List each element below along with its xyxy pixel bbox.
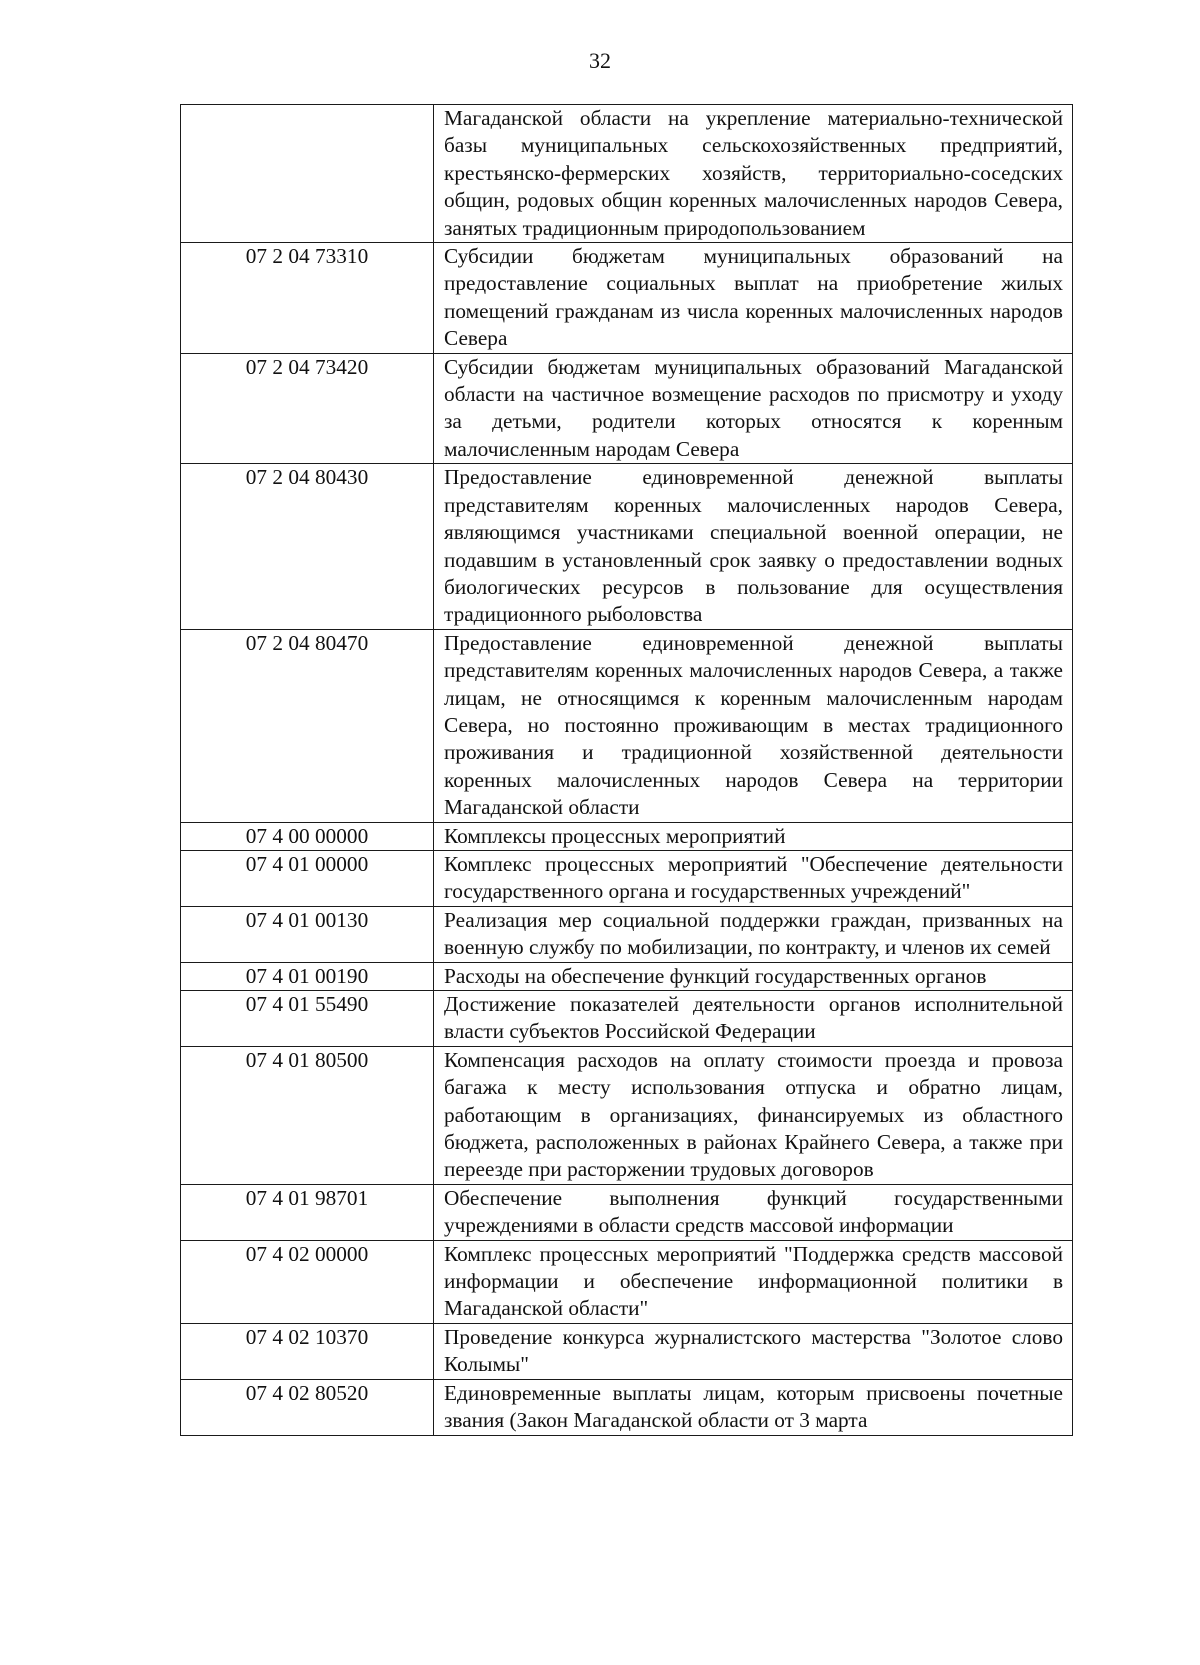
table-row [181,991,1073,1047]
row-code: 07 2 04 73420 [181,353,434,464]
row-description: Реализация мер социальной поддержки граждан, призванных на военную службу по мобилизации, по контракту, и членов их семей [434,906,1073,962]
table-row [181,105,1073,243]
table-row [181,353,1073,464]
row-code [181,105,434,243]
table-row [181,1379,1073,1435]
row-description: Обеспечение выполнения функций государственными учреждениями в области средств массовой информации [434,1184,1073,1240]
table-row [181,243,1073,354]
row-code: 07 4 00 00000 [181,822,434,850]
row-description: Комплексы процессных мероприятий [434,822,1073,850]
table-row [181,822,1073,850]
row-description: Компенсация расходов на оплату стоимости проезда и провоза багажа к месту использования отпуска и обратно лицам, работающим в организациях, финансируемых из областного бюджета, расположенных в районах Крайнего Севера, а также при переезде при расторжении трудовых договоров [434,1046,1073,1184]
row-code: 07 4 01 00000 [181,850,434,906]
table-row [181,1046,1073,1184]
row-code: 07 4 02 10370 [181,1323,434,1379]
row-code: 07 2 04 80430 [181,464,434,629]
table-row [181,629,1073,822]
row-description: Единовременные выплаты лицам, которым присвоены почетные звания (Закон Магаданской области от 3 марта [434,1379,1073,1435]
row-code: 07 2 04 80470 [181,629,434,822]
row-code: 07 4 02 00000 [181,1240,434,1323]
table-row [181,962,1073,990]
table-row [181,1323,1073,1379]
budget-classification-table [180,104,1073,1436]
table-row [181,1240,1073,1323]
table-row [181,850,1073,906]
table-row [181,464,1073,629]
row-code: 07 4 01 98701 [181,1184,434,1240]
row-code: 07 2 04 73310 [181,243,434,354]
row-description: Субсидии бюджетам муниципальных образований Магаданской области на частичное возмещение расходов по присмотру и уходу за детьми, родители которых относятся к коренным малочисленным народам Севера [434,353,1073,464]
row-code: 07 4 01 55490 [181,991,434,1047]
row-description: Расходы на обеспечение функций государственных органов [434,962,1073,990]
page-number: 32 [589,48,611,73]
row-description: Достижение показателей деятельности органов исполнительной власти субъектов Российской Федерации [434,991,1073,1047]
row-description: Комплекс процессных мероприятий "Поддержка средств массовой информации и обеспечение информационной политики в Магаданской области" [434,1240,1073,1323]
row-code: 07 4 02 80520 [181,1379,434,1435]
row-description: Предоставление единовременной денежной выплаты представителям коренных малочисленных народов Севера, являющимся участниками специальной военной операции, не подавшим в установленный срок заявку о предоставлении водных биологических ресурсов в пользование для осуществления традиционного рыболовства [434,464,1073,629]
row-code: 07 4 01 80500 [181,1046,434,1184]
row-description: Комплекс процессных мероприятий "Обеспечение деятельности государственного органа и государственных учреждений" [434,850,1073,906]
table-row [181,906,1073,962]
table-row [181,1184,1073,1240]
row-code: 07 4 01 00190 [181,962,434,990]
row-description: Проведение конкурса журналистского мастерства "Золотое слово Колымы" [434,1323,1073,1379]
row-code: 07 4 01 00130 [181,906,434,962]
row-description: Субсидии бюджетам муниципальных образований на предоставление социальных выплат на приобретение жилых помещений гражданам из числа коренных малочисленных народов Севера [434,243,1073,354]
row-description: Магаданской области на укрепление материально-технической базы муниципальных сельскохозяйственных предприятий, крестьянско-фермерских хозяйств, территориально-соседских общин, родовых общин коренных малочисленных народов Севера, занятых традиционным природопользованием [434,105,1073,243]
row-description: Предоставление единовременной денежной выплаты представителям коренных малочисленных народов Севера, а также лицам, не относящимся к коренным малочисленным народам Севера, но постоянно проживающим в местах традиционного проживания и традиционной хозяйственной деятельности коренных малочисленных народов Севера на территории Магаданской области [434,629,1073,822]
